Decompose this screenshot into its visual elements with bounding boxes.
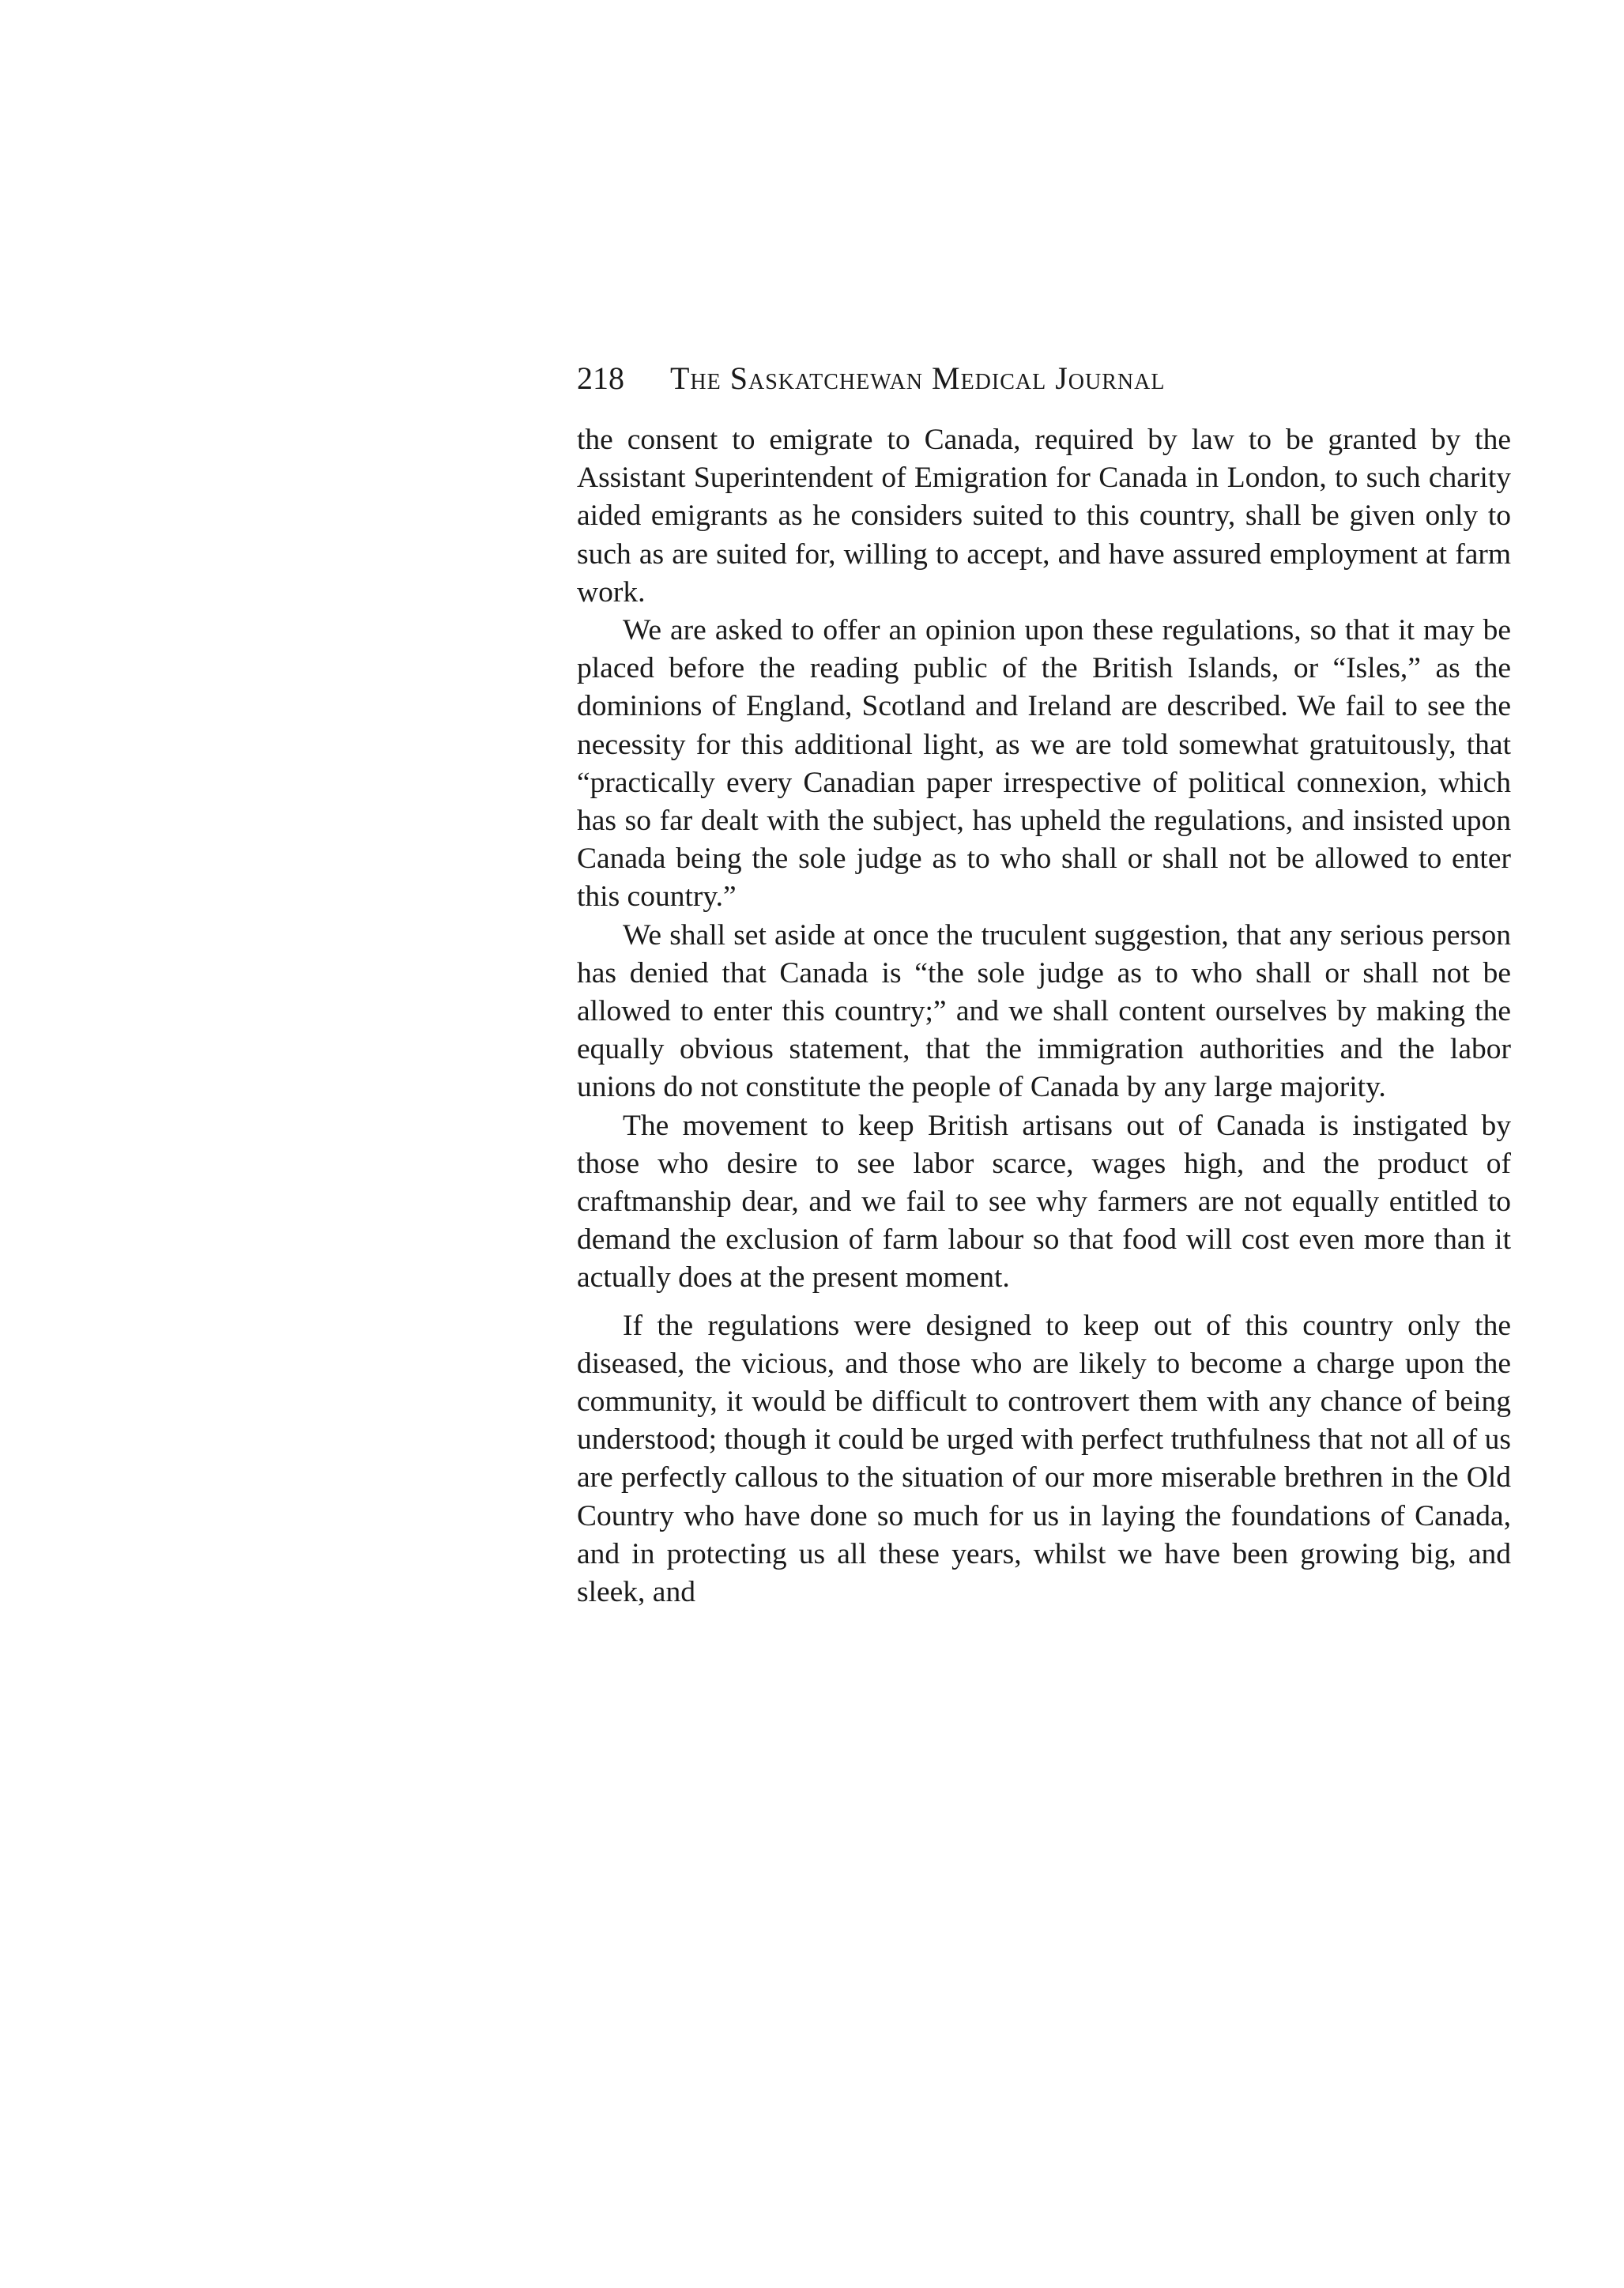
paragraph: If the regulations were designed to keep out of this country only the diseased, the vicious, and those who are likely to become a charge upon the community, it would be difficult to controvert them with any chance of being understood; though it could be urged with perfect truthfulness that not all of us are perfectly callous to the situation of our more miserable brethren in the Old Country who have done so much for us in laying the foundations of Canada, and in protecting us all these years, whilst we have been growing big, and sleek, and [577,1309,1511,1609]
paragraph: The movement to keep British artisans out of Canada is instigated by those who desire to see labor scarce, wages high, and the product of craftmanship dear, and we fail to see why farmers are not equally entitled to demand the exclusion of farm labour so that food will cost even more than it actually does at the present moment. [577,1109,1511,1295]
paragraph: We are asked to offer an opinion upon these regulations, so that it may be placed before the reading public of the British Islands, or “Isles,” as the dominions of England, Scotland and Ireland are described. We fail to see the necessity for this additional light, as we are told somewhat gratuitously, that “practically every Canadian paper irrespective of political connexion, which has so far dealt with the subject, has upheld the regulations, and insisted upon Canada being the sole judge as to who shall or shall not be allowed to enter this country.” [577,614,1511,914]
page-number: 218 [577,360,624,396]
paragraph: We shall set aside at once the truculent suggestion, that any serious person has denied that Canada is “the sole judge as to who shall or shall not be allowed to enter this country;” and we shall content ourselves by making the equally obvious statement, that the immigration authorities and the labor unions do not constitute the people of Canada by any large majority. [577,918,1511,1104]
running-head [577,360,1511,398]
journal-page [577,360,1511,1611]
paragraph-continued: the consent to emigrate to Canada, required by law to be granted by the Assistant Superintendent of Emigration for Canada in London, to such charity aided emigrants as he considers suited to this country, shall be given only to such as are suited for, willing to accept, and have assured employment at farm work. [577,424,1511,609]
article-body [577,421,1511,1611]
journal-title: The Saskatchewan Medical Journal [670,360,1166,396]
